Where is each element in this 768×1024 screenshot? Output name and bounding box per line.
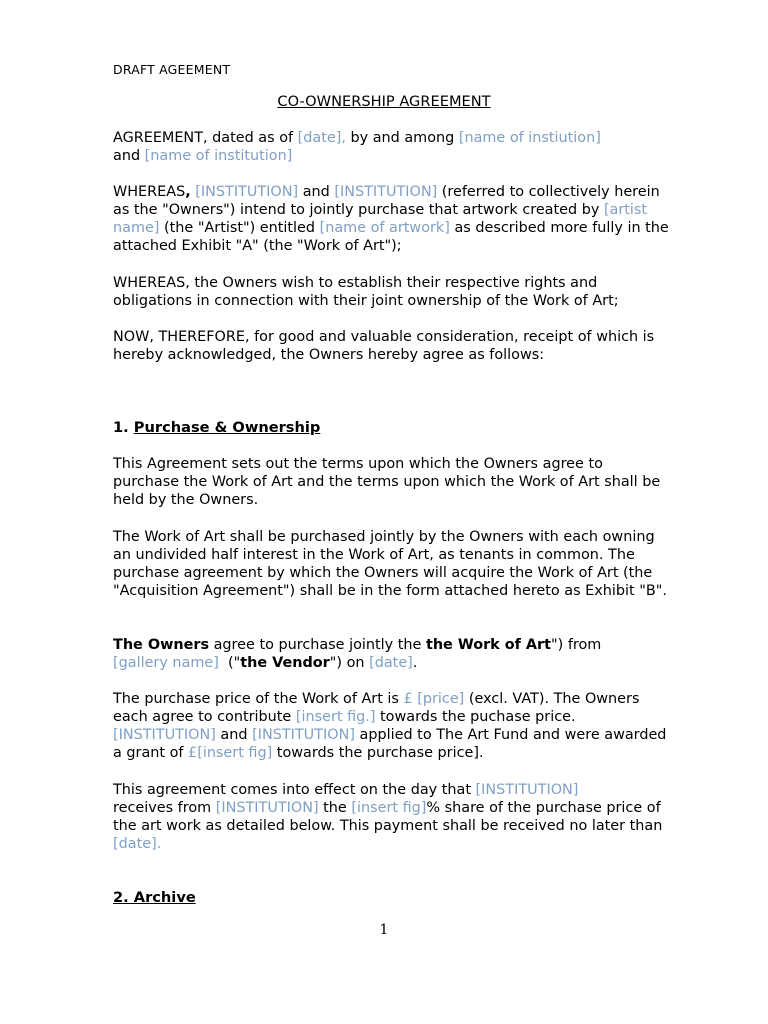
section-1-number: 1. bbox=[113, 419, 134, 436]
institution-placeholder-6: [INSTITUTION] bbox=[215, 800, 319, 817]
agreement-intro-paragraph bbox=[113, 129, 673, 165]
institution-name-placeholder-1: [name of instiution] bbox=[458, 130, 601, 146]
contribution-placeholder: [insert fig.] bbox=[295, 709, 376, 726]
effect-text-3: the bbox=[318, 800, 352, 817]
price-placeholder: £ [price] bbox=[403, 691, 465, 707]
whereas-text-and: and bbox=[298, 184, 335, 200]
joint-purchase-paragraph: The Work of Art shall be purchased jointly by the Owners with each owning an undivided half interest in the Work of Art, as tenants in common. The purchase agreement by which the Owners will acquire the Work of Art (the "Acquisition Agreement") shall be in the form attached hereto as Exhibit "B". bbox=[113, 529, 667, 600]
page-number: 1 bbox=[379, 922, 389, 938]
effect-text-2: receives from bbox=[113, 800, 216, 817]
vendor-text-5: . bbox=[412, 655, 418, 672]
whereas-comma: , bbox=[185, 184, 191, 200]
whereas-label: WHEREAS bbox=[113, 184, 186, 200]
intro-text-2: by and among bbox=[345, 130, 459, 146]
intro-text-3: and bbox=[113, 148, 145, 165]
gallery-name-placeholder: [gallery name] bbox=[113, 655, 219, 672]
institution-placeholder-3: [INSTITUTION] bbox=[113, 727, 216, 744]
section-1-title: Purchase & Ownership bbox=[133, 419, 321, 436]
effect-text-4: % share of the purchase price of the art work as detailed below. This payment shall be received no later than bbox=[113, 800, 663, 835]
document-title: CO-OWNERSHIP AGREEMENT bbox=[277, 93, 491, 110]
share-placeholder: [insert fig] bbox=[351, 800, 427, 817]
price-text-2: (excl. VAT). The Owners each agree to contribute bbox=[113, 691, 640, 726]
whereas-text-exhibit: as described more fully in the attached Exhibit "A" (the "Work of Art"); bbox=[113, 220, 669, 255]
vendor-text-3: (" bbox=[218, 655, 241, 672]
price-text-3: towards the puchase price. bbox=[375, 709, 576, 726]
deadline-date-placeholder: [date]. bbox=[113, 836, 162, 853]
effective-date-paragraph bbox=[113, 781, 673, 853]
artwork-name-placeholder: [name of artwork] bbox=[319, 220, 450, 237]
section-2-heading: 2. Archive bbox=[113, 889, 196, 906]
purchase-price-paragraph bbox=[113, 690, 673, 762]
institution-placeholder-1: [INSTITUTION] bbox=[195, 184, 299, 200]
vendor-paragraph bbox=[113, 636, 673, 672]
institution-name-placeholder-2: [name of institution] bbox=[144, 148, 293, 165]
institution-placeholder-4: [INSTITUTION] bbox=[252, 727, 355, 744]
price-text-1: The purchase price of the Work of Art is bbox=[113, 691, 404, 707]
now-therefore-paragraph: NOW, THEREFORE, for good and valuable consideration, receipt of which is hereby acknowledged, the Owners hereby agree as follows: bbox=[113, 329, 655, 364]
effect-text-1: This agreement comes into effect on the day that bbox=[113, 782, 476, 798]
institution-placeholder-5: [INSTITUTION] bbox=[475, 782, 579, 798]
price-text-5: applied to The Art Fund and were awarded a grant of bbox=[113, 727, 667, 762]
whereas-text-artist: (the "Artist") entitled bbox=[159, 220, 320, 237]
whereas-paragraph-2: WHEREAS, the Owners wish to establish their respective rights and obligations in connection with their joint ownership of the Work of Art; bbox=[113, 275, 619, 310]
draft-label: DRAFT AGEEMENT bbox=[113, 62, 231, 77]
vendor-text-1: agree to purchase jointly the bbox=[209, 637, 426, 653]
vendor-text-2: ") from bbox=[551, 637, 602, 653]
price-text-4: and bbox=[215, 727, 253, 744]
owners-bold: The Owners bbox=[113, 637, 210, 653]
whereas-paragraph-1 bbox=[113, 183, 673, 255]
intro-text-1: AGREEMENT, dated as of bbox=[113, 130, 298, 146]
price-text-6: towards the purchase price]. bbox=[272, 745, 484, 762]
terms-paragraph: This Agreement sets out the terms upon which the Owners agree to purchase the Work of Art and the terms upon which the Work of Art shall be held by the Owners. bbox=[113, 456, 661, 509]
vendor-bold: the Vendor bbox=[240, 655, 330, 672]
vendor-text-4: ") on bbox=[329, 655, 370, 672]
grant-placeholder: £[insert fig] bbox=[188, 745, 273, 762]
institution-placeholder-2: [INSTITUTION] bbox=[334, 184, 438, 200]
artist-name-placeholder: [artist name] bbox=[113, 202, 648, 237]
section-1-heading bbox=[113, 419, 320, 436]
vendor-date-placeholder: [date] bbox=[369, 655, 413, 672]
date-placeholder: [date], bbox=[297, 130, 346, 146]
work-of-art-bold: the Work of Art bbox=[425, 637, 552, 653]
whereas-text-owners: (referred to collectively herein as the "Owners") intend to jointly purchase that artwork created by bbox=[113, 184, 660, 219]
